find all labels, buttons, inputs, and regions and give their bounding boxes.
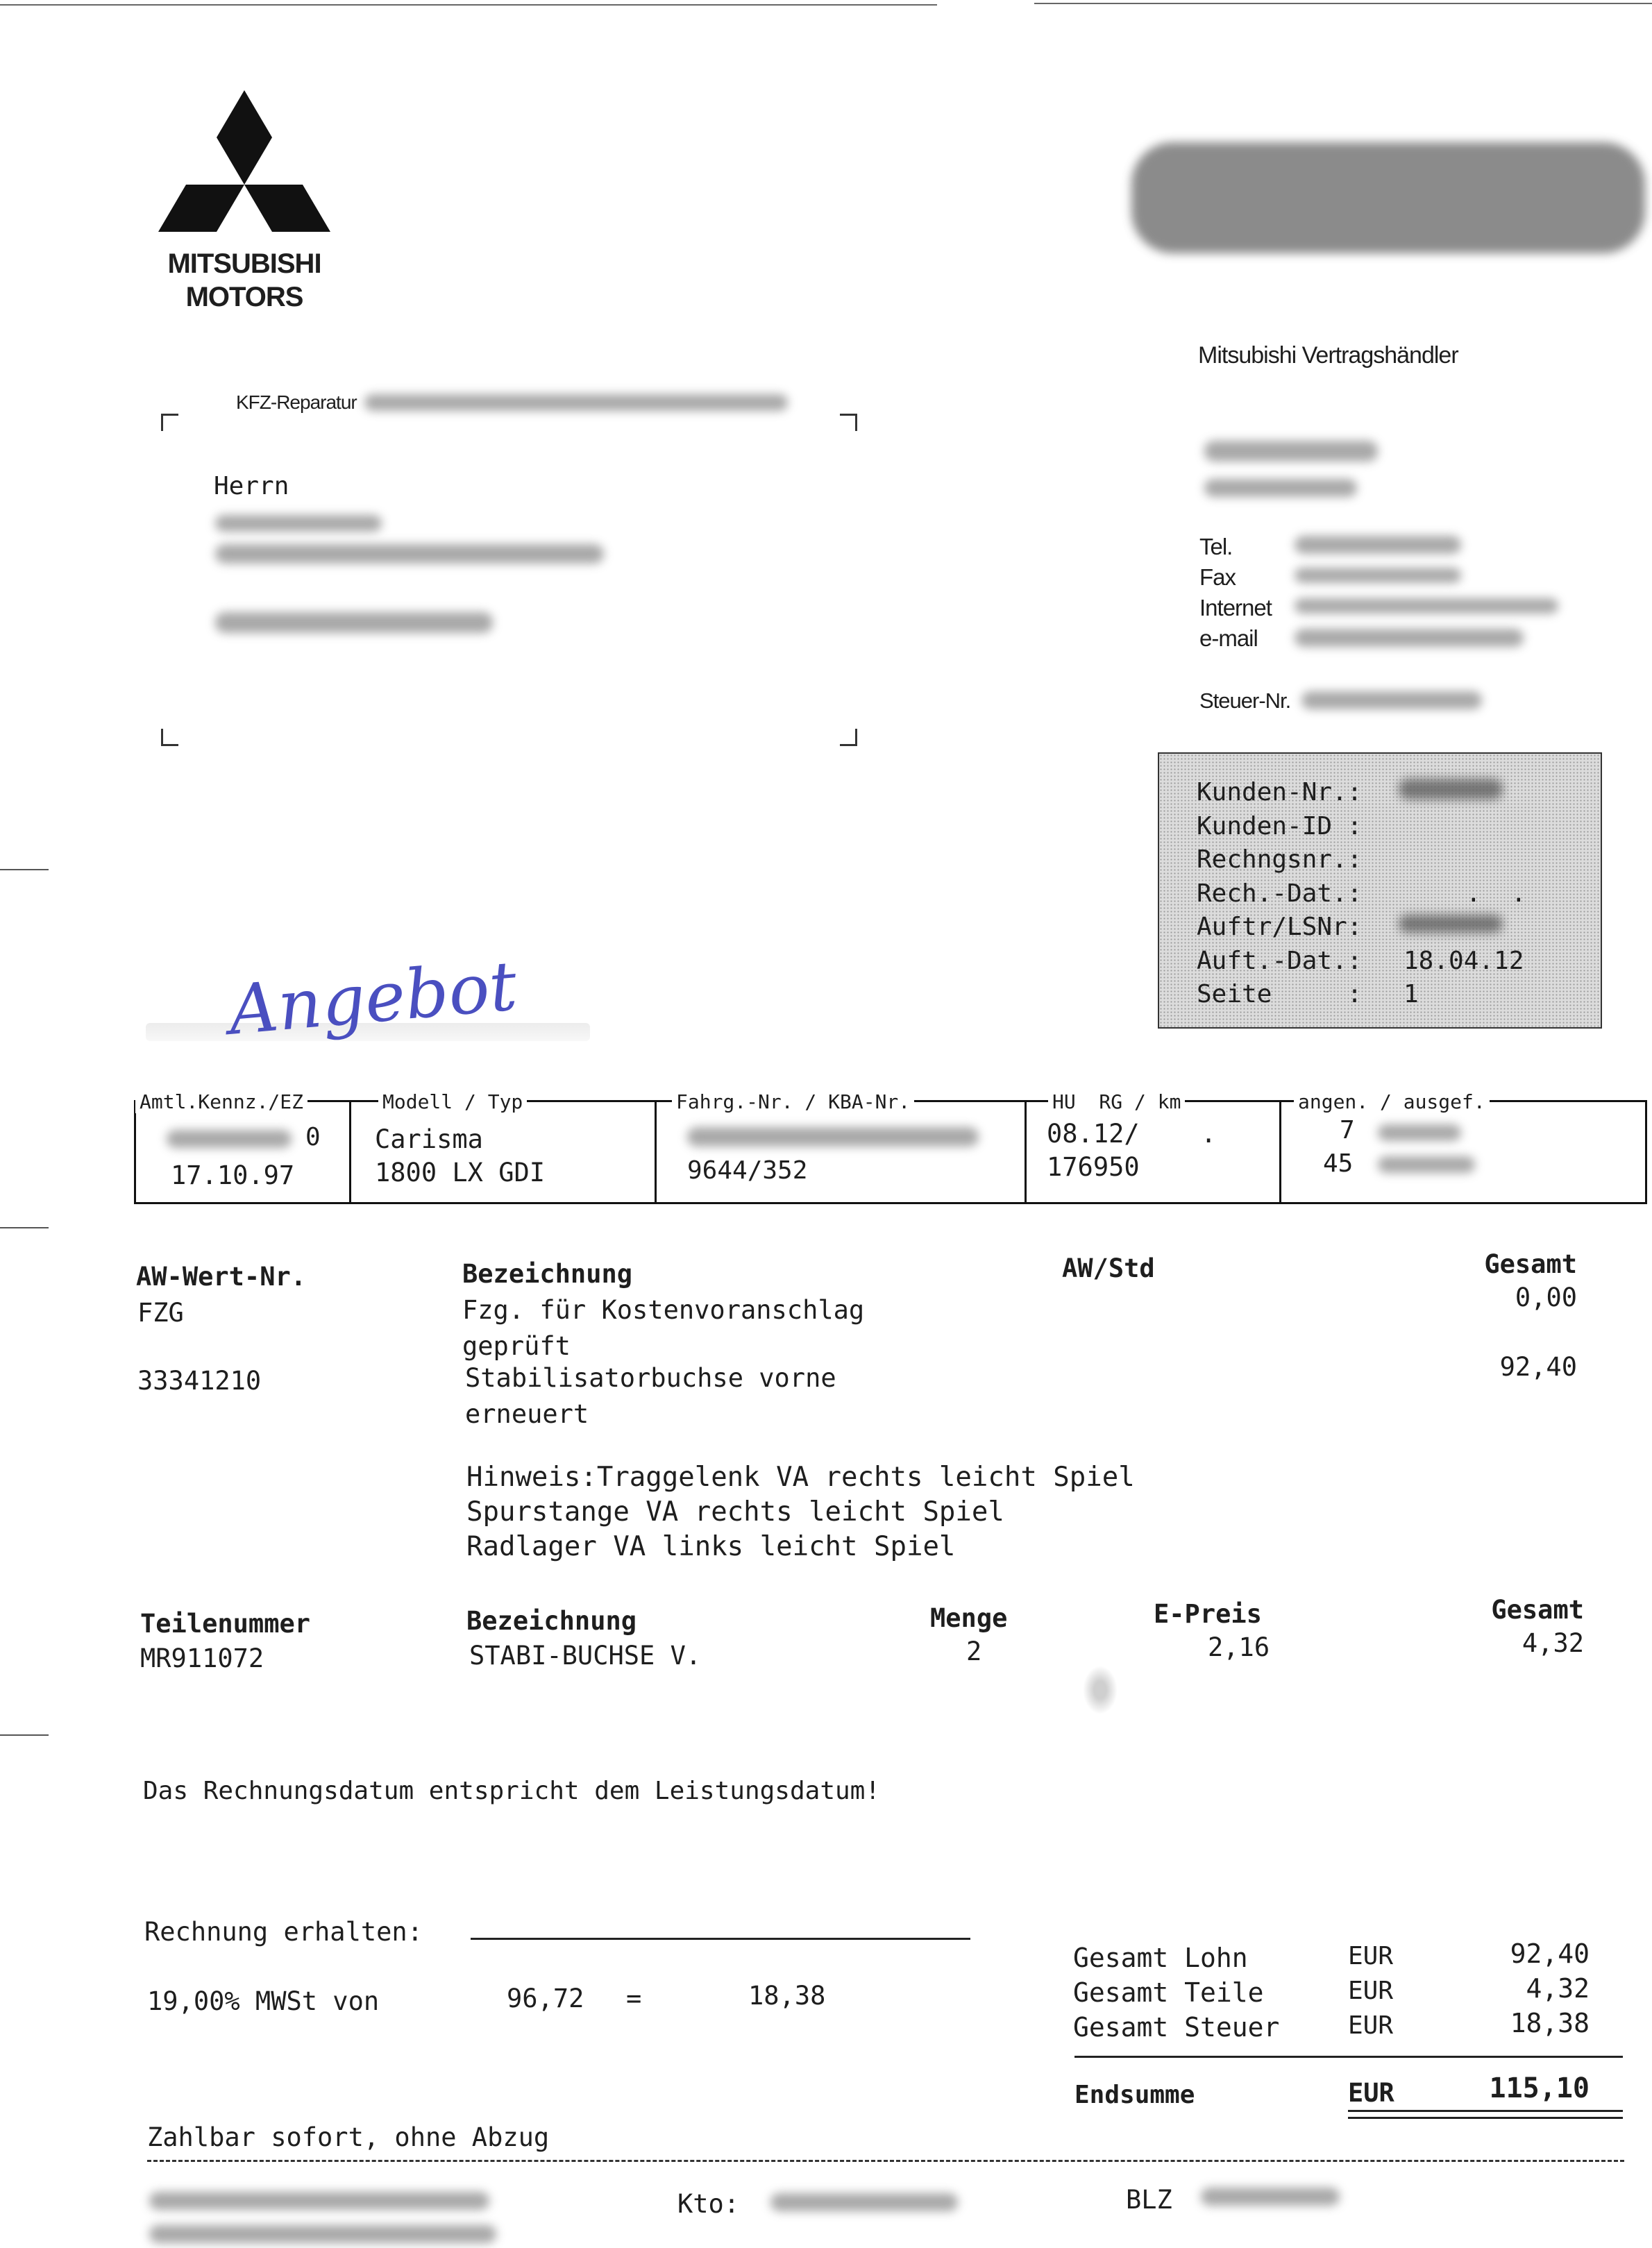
redacted-dealer-street (1204, 479, 1357, 497)
kba-number: 9644/352 (687, 1156, 808, 1185)
redacted-iban (149, 2225, 496, 2243)
scan-edge (0, 4, 937, 6)
grand-total-underline (1348, 2110, 1623, 2112)
redacted-fax (1295, 568, 1461, 583)
redacted-recipient-city (215, 612, 493, 633)
dealer-title: Mitsubishi Vertragshändler (1198, 342, 1458, 369)
vehicle-cell-border (655, 1100, 657, 1204)
labor-header-nr: AW-Wert-Nr. (136, 1262, 307, 1292)
vehicle-header-vin: Fahrg.-Nr. / KBA-Nr. (672, 1090, 914, 1113)
labor-header-aw: AW/Std (1062, 1253, 1155, 1283)
window-corner (840, 729, 857, 746)
fold-mark (0, 869, 49, 870)
part-unit-price: 2,16 (1208, 1632, 1270, 1662)
info-values: . . 18.04.12 1 (1404, 879, 1526, 1008)
hu-dot: . (1201, 1119, 1217, 1149)
invoice-info-box (1158, 752, 1602, 1029)
redacted-tax-number (1301, 691, 1482, 709)
totals-labels: Gesamt Lohn Gesamt Teile Gesamt Steuer (1073, 1943, 1280, 2043)
recipient-salutation: Herrn (214, 472, 289, 500)
scan-edge (1034, 3, 1652, 4)
labor-header-total: Gesamt (1484, 1249, 1577, 1279)
window-corner (840, 414, 857, 431)
part-description: STABI-BUCHSE V. (469, 1641, 702, 1671)
redacted-executed-name (1378, 1156, 1475, 1173)
labor-row-total: 92,40 (1499, 1352, 1577, 1382)
redacted-order-number (1399, 915, 1503, 933)
part-quantity: 2 (966, 1637, 982, 1666)
grand-total-label: Endsumme (1074, 2081, 1195, 2109)
grand-total-value: 115,10 (1489, 2072, 1590, 2104)
payment-terms: Zahlbar sofort, ohne Abzug (147, 2122, 550, 2152)
parts-header-qty: Menge (930, 1603, 1008, 1633)
redacted-sender-address (364, 394, 788, 411)
account-label: Kto: (677, 2189, 740, 2219)
labor-row-desc: Fzg. für Kostenvoranschlag geprüft (462, 1295, 865, 1361)
tax-number-label: Steuer-Nr. (1199, 688, 1291, 713)
vehicle-type: 1800 LX GDI (375, 1158, 546, 1188)
labor-row-nr: 33341210 (137, 1366, 262, 1396)
vehicle-cell-border (1279, 1100, 1281, 1204)
vehicle-header-model: Modell / Typ (378, 1090, 527, 1113)
executed-by: 45 (1323, 1149, 1354, 1178)
redacted-bank-name (149, 2192, 489, 2210)
first-registration: 17.10.97 (171, 1160, 295, 1190)
vehicle-cell-border (349, 1100, 351, 1204)
vat-amount: 18,38 (748, 1981, 826, 2011)
part-number: MR911072 (140, 1643, 264, 1673)
vat-rate: 19,00% MWSt von (147, 1986, 380, 2016)
vehicle-table (134, 1100, 1647, 1204)
scan-speckle (1083, 1666, 1118, 1714)
blz-label: BLZ (1126, 2185, 1172, 2215)
invoice-date-notice: Das Rechnungsdatum entspricht dem Leistungsdatum! (143, 1777, 881, 1805)
redacted-blz (1201, 2188, 1340, 2206)
sender-line: KFZ-Reparatur (236, 391, 357, 413)
grand-total-currency: EUR (1348, 2078, 1394, 2108)
vehicle-header-kennz: Amtl.Kennz./EZ (135, 1090, 307, 1113)
window-corner (161, 729, 178, 746)
brand-text: MITSUBISHI MOTORS (167, 248, 321, 312)
redacted-recipient-street (215, 544, 604, 564)
grand-total-underline (1348, 2117, 1623, 2119)
redacted-dealer-name (1204, 441, 1378, 462)
vehicle-model: Carisma (375, 1124, 483, 1154)
parts-header-desc: Bezeichnung (466, 1606, 637, 1636)
fold-mark (0, 1734, 49, 1736)
dealer-contact-labels: Tel. Fax Internet e-mail (1199, 534, 1272, 651)
labor-header-desc: Bezeichnung (462, 1259, 633, 1289)
vat-base: 96,72 (507, 1984, 584, 2013)
labor-row-desc: Stabilisatorbuchse vorne erneuert (465, 1363, 836, 1429)
vehicle-header-hu: HU RG / km (1048, 1090, 1185, 1113)
labor-notes: Hinweis:Traggelenk VA rechts leicht Spiel Spurstange VA rechts leicht Spiel Radlager VA links leicht Spiel (466, 1462, 1135, 1562)
handwritten-angebot: Angebot (226, 946, 521, 1051)
parts-header-unit: E-Preis (1154, 1599, 1262, 1629)
info-labels: Kunden-Nr.: Kunden-ID : Rechngsnr.: Rech.-Dat.: Auftr/LSNr: Auft.-Dat.: Seite : (1197, 778, 1363, 1008)
labor-row-nr: FZG (137, 1298, 184, 1328)
mitsubishi-logo-icon (158, 90, 330, 239)
redacted-accepted-name (1378, 1124, 1461, 1141)
redacted-customer-number (1399, 779, 1503, 800)
vehicle-cell-border (134, 1100, 136, 1204)
part-total: 4,32 (1522, 1628, 1584, 1658)
totals-currency: EUR EUR EUR (1348, 1942, 1394, 2040)
vehicle-cell-border (1025, 1100, 1027, 1204)
parts-header-total: Gesamt (1491, 1595, 1584, 1625)
redacted-tel (1295, 536, 1461, 554)
redacted-recipient-name (215, 515, 382, 532)
redacted-dealer-logo (1131, 142, 1645, 253)
received-label: Rechnung erhalten: (144, 1917, 423, 1947)
accepted-by: 7 (1340, 1116, 1355, 1144)
hu-date: 08.12/ (1047, 1119, 1140, 1149)
plate-suffix: 0 (305, 1123, 321, 1151)
fold-mark (0, 1227, 49, 1228)
redacted-internet (1295, 598, 1558, 614)
window-corner (161, 414, 178, 431)
mileage: 176950 (1047, 1152, 1140, 1182)
footer-dashed-line (147, 2160, 1624, 2162)
totals-values: 92,40 4,32 18,38 (1510, 1938, 1590, 2038)
redacted-vin (687, 1127, 979, 1147)
redacted-account-number (770, 2193, 958, 2211)
redacted-email (1295, 629, 1524, 647)
labor-row-total: 0,00 (1515, 1283, 1577, 1312)
parts-header-nr: Teilenummer (140, 1609, 311, 1639)
vat-equals: = (626, 1984, 642, 2013)
signature-line (471, 1938, 970, 1940)
vehicle-header-job: angen. / ausgef. (1294, 1090, 1490, 1113)
redacted-plate (167, 1130, 292, 1148)
totals-separator (1074, 2056, 1623, 2058)
